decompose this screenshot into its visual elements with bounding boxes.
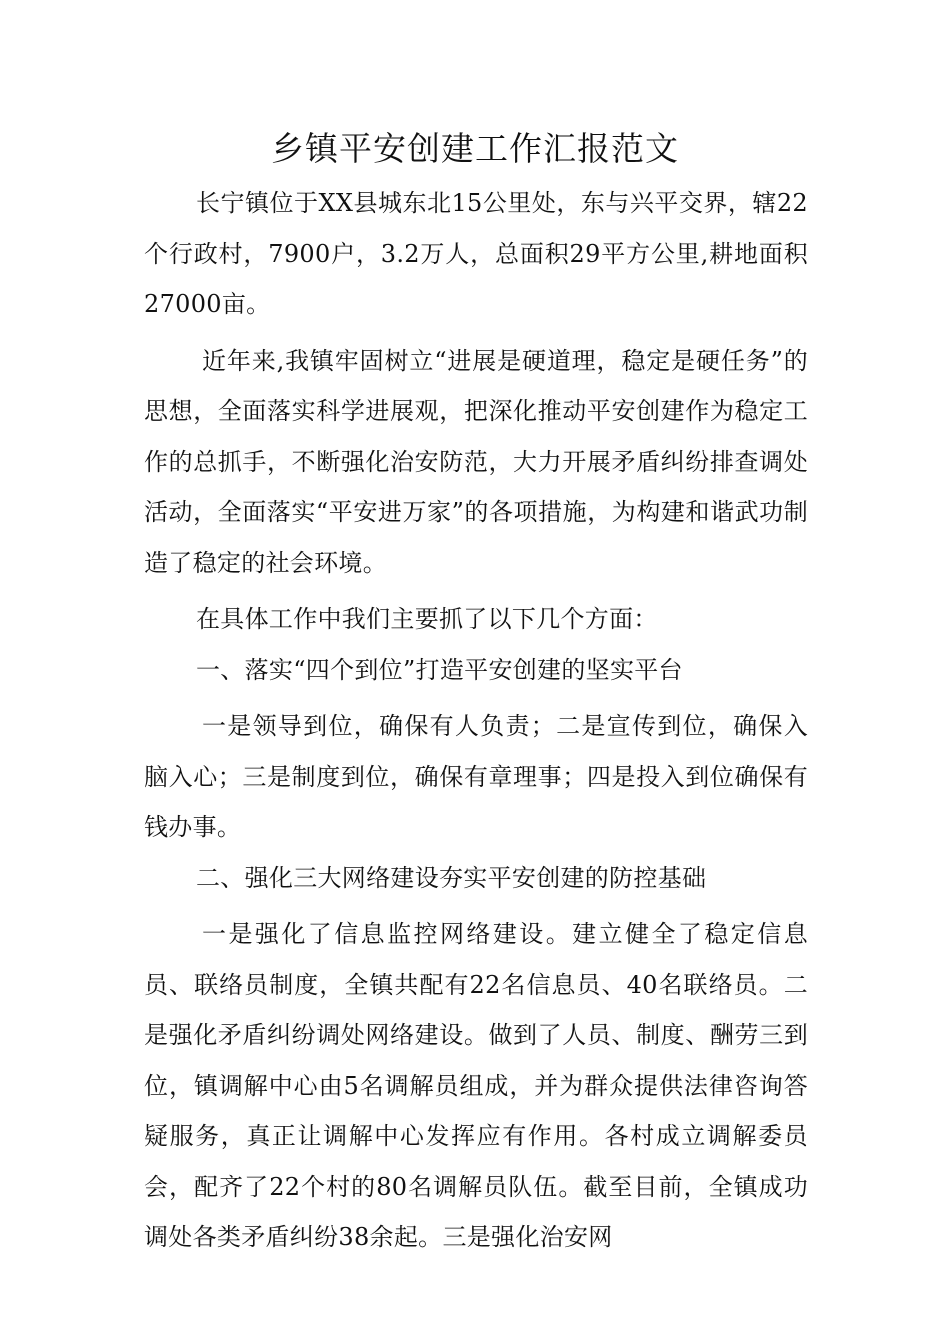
section-heading-2: 二、强化三大网络建设夯实平安创建的防控基础: [196, 863, 707, 892]
document-body: [144, 178, 808, 1263]
paragraph-intro: 长宁镇位于XX县城东北15公里处，东与兴平交界，辖22个行政村，7900户，3.2万人，总面积29平方公里,耕地面积27000亩。: [144, 189, 808, 318]
paragraph-four-in-place: 一是领导到位，确保有人负责；二是宣传到位，确保入脑入心；三是制度到位，确保有章理事；四是投入到位确保有钱办事。: [144, 712, 808, 841]
paragraph-networks: 一是强化了信息监控网络建设。建立健全了稳定信息员、联络员制度，全镇共配有22名信息员、40名联络员。二是强化矛盾纠纷调处网络建设。做到了人员、制度、酬劳三到位，镇调解中心由5名调解员组成，并为群众提供法律咨询答疑服务，真正让调解中心发挥应有作用。各村成立调解委员会，配齐了22个村的80名调解员队伍。截至目前，全镇成功调处各类矛盾纠纷38余起。三是强化治安网: [144, 920, 808, 1251]
paragraph-overview: 近年来,我镇牢固树立“进展是硬道理，稳定是硬任务”的思想，全面落实科学进展观，把深化推动平安创建作为稳定工作的总抓手，不断强化治安防范，大力开展矛盾纠纷排查调处活动，全面落实“平安进万家”的各项措施，为构建和谐武功制造了稳定的社会环境。: [144, 346, 808, 577]
paragraph-aspects: 在具体工作中我们主要抓了以下几个方面：: [196, 605, 658, 633]
document-title: 乡镇平安创建工作汇报范文: [271, 129, 679, 168]
section-heading-1: 一、落实“四个到位”打造平安创建的坚实平台: [196, 655, 683, 684]
